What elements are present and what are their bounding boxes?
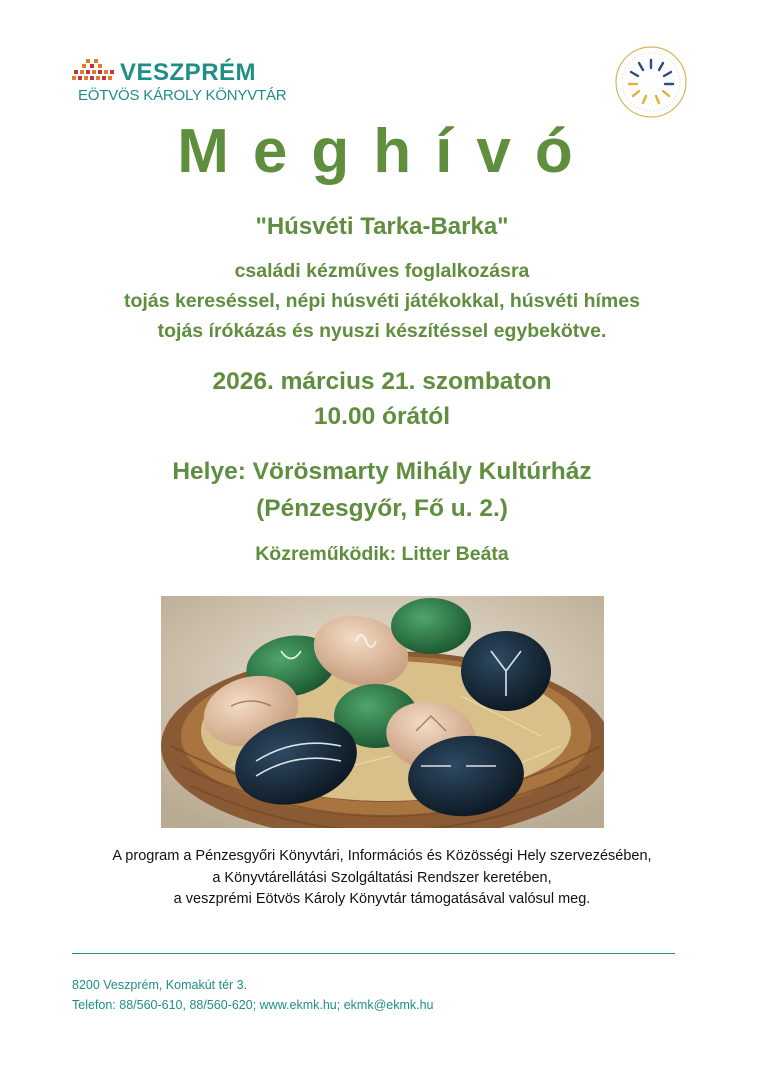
footer-contact: Telefon: 88/560-610, 88/560-620; www.ekmk.hu; ekmk@ekmk.hu: [72, 998, 434, 1012]
easter-eggs-photo: [161, 596, 604, 828]
footer: [72, 975, 434, 1015]
page-title: Meghívó: [177, 117, 597, 186]
event-datetime: [0, 364, 764, 434]
description-line: tojás írókázás és nyuszi készítéssel egybekötve.: [157, 320, 607, 342]
note-line: a Könyvtárellátási Szolgáltatási Rendszer keretében,: [212, 869, 552, 886]
note-line: A program a Pénzesgyőri Könyvtári, Információs és Közösségi Hely szervezésében,: [112, 848, 652, 864]
event-time: 10.00 órától: [313, 403, 451, 430]
event-place: Helye: Vörösmarty Mihály Kultúrház: [172, 458, 592, 485]
partner-logo-icon: [613, 44, 689, 120]
event-name: "Húsvéti Tarka-Barka": [255, 213, 509, 240]
easter-eggs-illustration: [161, 596, 604, 828]
program-note: [0, 846, 764, 911]
library-logo-icon: [72, 59, 116, 85]
event-date: 2026. március 21. szombaton: [212, 368, 552, 395]
event-description: [0, 256, 764, 346]
description-line: tojás kereséssel, népi húsvéti játékokkal, húsvéti hímes: [124, 290, 640, 312]
event-location: [0, 453, 764, 527]
library-name: VESZPRÉM: [120, 59, 257, 86]
description-line: családi kézműves foglalkozásra: [234, 260, 530, 282]
library-subtitle: EÖTVÖS KÁROLY KÖNYVTÁR: [78, 87, 287, 104]
footer-divider: [72, 953, 675, 954]
event-address: (Pénzesgyőr, Fő u. 2.): [256, 495, 508, 522]
library-logo: [72, 57, 287, 105]
footer-address: 8200 Veszprém, Komakút tér 3.: [72, 978, 248, 992]
event-contributor: Közreműködik: Litter Beáta: [255, 543, 509, 565]
note-line: a veszprémi Eötvös Károly Könyvtár támogatásával valósul meg.: [173, 891, 591, 907]
